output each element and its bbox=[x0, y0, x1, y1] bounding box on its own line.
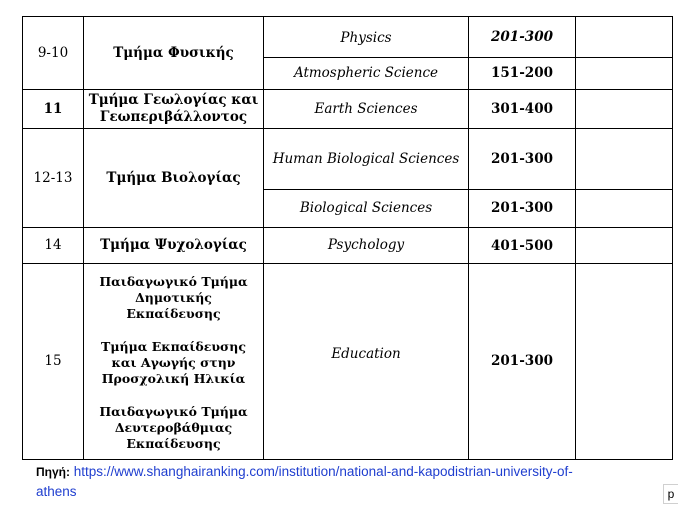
subject-name: Earth Sciences bbox=[264, 90, 469, 129]
department-name: Τμήμα Φυσικής bbox=[84, 17, 264, 90]
row-number: 9-10 bbox=[23, 17, 84, 90]
department-line: Δευτεροβάθμιας bbox=[114, 420, 233, 435]
department-group bbox=[84, 339, 263, 387]
subject-name: Biological Sciences bbox=[264, 190, 469, 228]
department-line: Εκπαίδευσης bbox=[126, 436, 221, 451]
empty-cell bbox=[576, 190, 673, 228]
ranking-range: 201-300 bbox=[469, 129, 576, 190]
department-line: Τμήμα Γεωλογίας και bbox=[88, 92, 259, 108]
empty-cell bbox=[576, 17, 673, 58]
table-row bbox=[23, 228, 673, 264]
empty-cell bbox=[576, 58, 673, 90]
department-line: Παιδαγωγικό Τμήμα bbox=[99, 404, 248, 419]
row-number: 11 bbox=[23, 90, 84, 129]
table-row bbox=[23, 17, 673, 58]
department-group bbox=[84, 274, 263, 322]
ranking-range: 301-400 bbox=[469, 90, 576, 129]
source-link[interactable] bbox=[36, 464, 573, 499]
department-line: Γεωπεριβάλλοντος bbox=[99, 109, 248, 125]
source-note bbox=[36, 462, 676, 501]
source-url-line: athens bbox=[36, 484, 77, 499]
subject-label: Education bbox=[331, 346, 401, 362]
department-name: Τμήμα Ψυχολογίας bbox=[84, 228, 264, 264]
table-row bbox=[23, 90, 673, 129]
empty-cell bbox=[576, 129, 673, 190]
department-group bbox=[84, 404, 263, 452]
ranking-table bbox=[22, 16, 673, 460]
department-line: Εκπαίδευσης bbox=[126, 306, 221, 321]
subject-label: Physics bbox=[340, 29, 392, 46]
department-name: Τμήμα Βιολογίας bbox=[84, 129, 264, 228]
department-line: Προσχολική Ηλικία bbox=[101, 371, 246, 386]
department-line: και Αγωγής στην bbox=[111, 355, 236, 370]
row-number: 14 bbox=[23, 228, 84, 264]
empty-cell bbox=[576, 264, 673, 460]
department-name bbox=[84, 90, 264, 129]
ranking-range bbox=[469, 228, 576, 264]
ranking-range-label: 401-500 bbox=[491, 237, 553, 254]
corner-tab-button[interactable]: p bbox=[663, 484, 678, 504]
subject-name: Atmospheric Science bbox=[264, 58, 469, 90]
department-line: Τμήμα Εκπαίδευσης bbox=[101, 339, 246, 354]
department-line: Δημοτικής bbox=[135, 290, 212, 305]
table-row bbox=[23, 129, 673, 190]
department-name bbox=[84, 264, 264, 460]
department-line: Παιδαγωγικό Τμήμα bbox=[99, 274, 248, 289]
subject-name bbox=[264, 264, 469, 460]
ranking-range: 201-300 bbox=[469, 190, 576, 228]
ranking-range: 201-300 bbox=[469, 264, 576, 460]
row-number: 15 bbox=[23, 264, 84, 460]
empty-cell bbox=[576, 228, 673, 264]
subject-name: Human Biological Sciences bbox=[264, 129, 469, 190]
source-label: Πηγή: bbox=[36, 465, 70, 479]
source-url-line: https://www.shanghairanking.com/institution/national-and-kapodistrian-university-of- bbox=[73, 464, 573, 479]
empty-cell bbox=[576, 90, 673, 129]
ranking-range: 201-300 bbox=[469, 17, 576, 58]
ranking-range: 151-200 bbox=[469, 58, 576, 90]
table-row bbox=[23, 264, 673, 460]
row-number: 12-13 bbox=[23, 129, 84, 228]
subject-name: Psychology bbox=[264, 228, 469, 264]
subject-name bbox=[264, 17, 469, 58]
